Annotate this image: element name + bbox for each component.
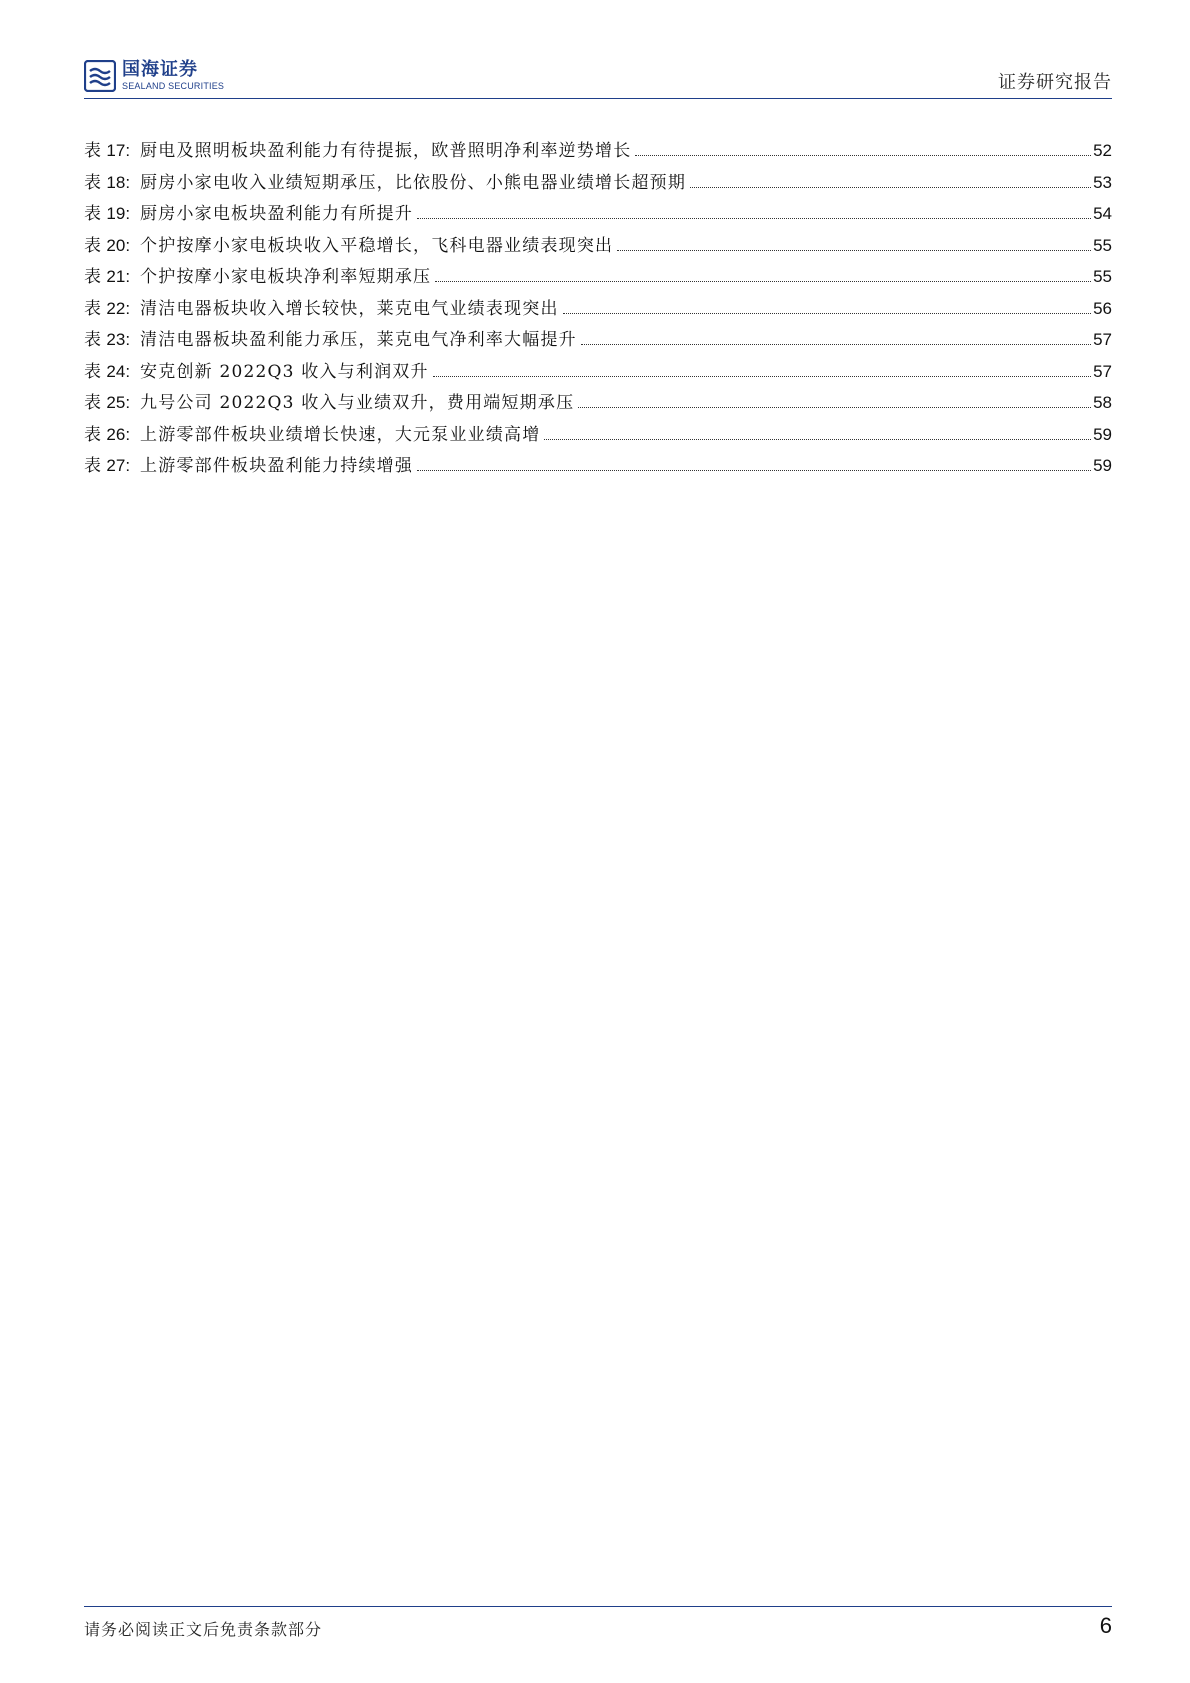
toc-entry-prefix: 表 <box>84 141 101 161</box>
toc-dot-leader <box>417 218 1091 219</box>
brand-name-en: SEALAND SECURITIES <box>122 81 225 91</box>
toc-entry-number: 23: <box>106 330 131 349</box>
toc-entry-prefix: 表 <box>84 330 101 350</box>
toc-dot-leader <box>635 155 1091 156</box>
toc-entry-label <box>84 451 130 476</box>
toc-entry-label <box>84 357 130 382</box>
toc-entry-prefix: 表 <box>84 298 101 319</box>
toc-entry-prefix: 表 <box>84 267 101 287</box>
toc-entry-number: 17: <box>106 141 131 160</box>
sealand-logo-icon <box>84 60 116 92</box>
toc-entry-page: 56 <box>1093 298 1112 318</box>
toc-entry-number: 27: <box>106 456 131 475</box>
brand-logo <box>84 58 224 94</box>
table-of-contents <box>84 136 1112 483</box>
toc-entry-page: 55 <box>1093 267 1112 286</box>
toc-entry[interactable] <box>84 294 1112 326</box>
toc-entry-title: 上游零部件板块盈利能力持续增强 <box>140 456 414 476</box>
toc-dot-leader <box>435 281 1091 282</box>
toc-entry-number: 22: <box>106 298 131 318</box>
page-footer <box>84 1606 1112 1647</box>
toc-entry-title: 个护按摩小家电板块净利率短期承压 <box>140 267 432 287</box>
toc-entry-title: 清洁电器板块盈利能力承压，莱克电气净利率大幅提升 <box>140 330 577 350</box>
disclaimer-text: 请务必阅读正文后免责条款部分 <box>84 1620 323 1639</box>
toc-entry[interactable] <box>84 136 1112 168</box>
toc-dot-leader <box>433 376 1091 377</box>
page-header <box>84 54 1112 99</box>
toc-entry-number: 21: <box>106 267 131 286</box>
report-type-label: 证券研究报告 <box>998 72 1112 93</box>
toc-entry-title: 上游零部件板块业绩增长快速，大元泵业业绩高增 <box>140 424 541 445</box>
toc-entry-prefix: 表 <box>84 456 101 476</box>
toc-entry-page: 54 <box>1093 204 1112 223</box>
toc-entry-number: 19: <box>106 204 131 223</box>
toc-dot-leader <box>417 470 1091 471</box>
toc-entry-page: 53 <box>1093 172 1112 192</box>
toc-entry-label <box>84 136 130 161</box>
toc-dot-leader <box>544 439 1091 440</box>
toc-entry-page: 57 <box>1093 330 1112 349</box>
toc-entry-page: 52 <box>1093 141 1112 160</box>
toc-entry[interactable] <box>84 420 1112 452</box>
toc-entry-prefix: 表 <box>84 235 101 256</box>
toc-entry-title: 厨电及照明板块盈利能力有待提振，欧普照明净利率逆势增长 <box>140 141 632 161</box>
brand-name-cn: 国海证券 <box>122 59 198 80</box>
toc-entry-page: 59 <box>1093 456 1112 475</box>
toc-entry-label <box>84 294 130 319</box>
toc-entry[interactable] <box>84 325 1112 357</box>
toc-entry-number: 25: <box>106 393 131 412</box>
toc-dot-leader <box>617 250 1091 251</box>
toc-entry-page: 59 <box>1093 424 1112 444</box>
toc-entry-title: 九号公司 2022Q3 收入与业绩双升，费用端短期承压 <box>140 393 575 413</box>
toc-entry-number: 26: <box>106 424 131 444</box>
toc-entry[interactable] <box>84 231 1112 263</box>
toc-entry-label <box>84 388 130 413</box>
toc-dot-leader <box>581 344 1091 345</box>
toc-entry-label <box>84 231 130 256</box>
toc-dot-leader <box>690 187 1091 188</box>
toc-entry-prefix: 表 <box>84 424 101 445</box>
toc-dot-leader <box>578 407 1091 408</box>
toc-entry-number: 18: <box>106 172 131 192</box>
toc-entry[interactable] <box>84 262 1112 294</box>
toc-entry-label <box>84 262 130 287</box>
toc-dot-leader <box>563 313 1091 314</box>
toc-entry-number: 24: <box>106 361 131 381</box>
toc-entry-prefix: 表 <box>84 361 101 382</box>
toc-entry-label <box>84 325 130 350</box>
toc-entry-prefix: 表 <box>84 204 101 224</box>
toc-entry-number: 20: <box>106 235 131 255</box>
toc-entry-prefix: 表 <box>84 393 101 413</box>
toc-entry-label <box>84 199 130 224</box>
toc-entry-label <box>84 168 130 193</box>
page-number: 6 <box>1099 1613 1112 1638</box>
toc-entry-title: 安克创新 2022Q3 收入与利润双升 <box>140 361 429 382</box>
toc-entry-prefix: 表 <box>84 172 101 193</box>
toc-entry-page: 58 <box>1093 393 1112 412</box>
toc-entry-title: 个护按摩小家电板块收入平稳增长，飞科电器业绩表现突出 <box>140 235 614 256</box>
toc-entry-page: 57 <box>1093 361 1112 381</box>
toc-entry-title: 清洁电器板块收入增长较快，莱克电气业绩表现突出 <box>140 298 559 319</box>
toc-entry-title: 厨房小家电收入业绩短期承压，比依股份、小熊电器业绩增长超预期 <box>140 172 687 193</box>
toc-entry-label <box>84 420 130 445</box>
toc-entry[interactable] <box>84 451 1112 483</box>
toc-entry[interactable] <box>84 199 1112 231</box>
toc-entry[interactable] <box>84 388 1112 420</box>
toc-entry[interactable] <box>84 357 1112 389</box>
toc-entry-page: 55 <box>1093 235 1112 255</box>
toc-entry-title: 厨房小家电板块盈利能力有所提升 <box>140 204 414 224</box>
toc-entry[interactable] <box>84 168 1112 200</box>
